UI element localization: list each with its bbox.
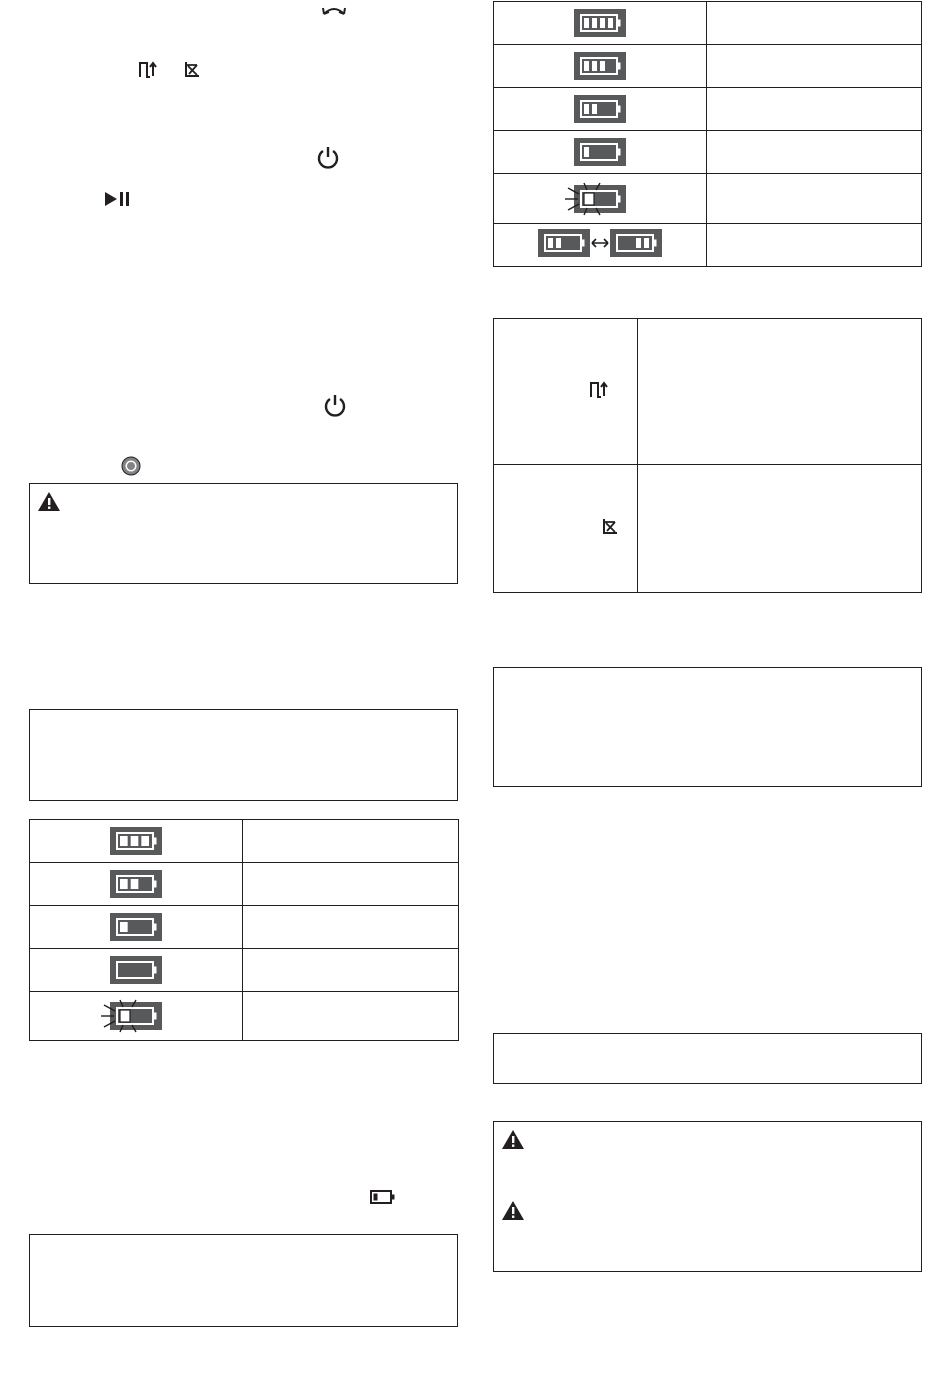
warning-box	[29, 483, 458, 584]
table-cell	[243, 906, 459, 949]
note-box	[493, 667, 922, 787]
table-cell	[707, 174, 922, 224]
power-icon	[323, 394, 347, 418]
tool-usb-icon	[138, 60, 158, 78]
battery-icon-cell	[30, 906, 243, 949]
battery-icon-cell	[30, 992, 243, 1041]
record-button-icon	[121, 456, 141, 476]
table-row	[30, 992, 459, 1041]
battery-1-bar-icon	[574, 138, 626, 166]
table-cell	[707, 224, 922, 267]
power-icon	[316, 146, 340, 170]
battery-level-table	[493, 1, 922, 267]
table-cell	[243, 820, 459, 863]
table-cell	[243, 992, 459, 1041]
warning-box	[493, 1121, 922, 1272]
battery-icon-cell	[494, 131, 707, 174]
table-cell	[638, 319, 922, 465]
table-row	[30, 906, 459, 949]
table-cell	[638, 465, 922, 593]
table-row	[494, 45, 922, 88]
table-row	[30, 949, 459, 992]
battery-flashing-icon	[564, 182, 636, 216]
mode-table	[493, 318, 922, 593]
table-row	[494, 88, 922, 131]
table-row	[494, 174, 922, 224]
table-cell	[707, 2, 922, 45]
note-box	[493, 1033, 922, 1084]
battery-icon-cell	[494, 45, 707, 88]
battery-icon-cell	[30, 949, 243, 992]
battery-2-bars-icon	[538, 229, 590, 257]
battery-2-bars-icon	[574, 95, 626, 123]
battery-icon-cell	[494, 2, 707, 45]
tool-usb-icon	[589, 380, 609, 398]
battery-empty-icon	[110, 956, 162, 984]
table-cell	[243, 949, 459, 992]
battery-icon-cell	[494, 174, 707, 224]
battery-flashing-icon	[100, 999, 172, 1033]
battery-4-bars-icon	[574, 9, 626, 37]
table-cell	[243, 863, 459, 906]
table-row	[494, 319, 922, 465]
swap-icon	[321, 3, 347, 17]
battery-icon-cell	[30, 820, 243, 863]
battery-2-bars-icon	[610, 229, 662, 257]
table-cell	[707, 131, 922, 174]
muted-icon	[183, 60, 201, 78]
battery-3-bars-icon	[574, 52, 626, 80]
warning-triangle-icon	[501, 1129, 525, 1150]
table-row	[494, 465, 922, 593]
note-box	[29, 709, 458, 801]
play-pause-icon	[104, 191, 130, 207]
battery-2-bars-icon	[110, 870, 162, 898]
battery-3-bars-icon	[110, 827, 162, 855]
warning-triangle-icon	[37, 491, 61, 512]
battery-low-icon	[370, 1190, 396, 1204]
table-row	[30, 820, 459, 863]
warning-triangle-icon	[501, 1200, 525, 1221]
table-row	[494, 131, 922, 174]
battery-alternating-icon	[538, 229, 662, 257]
table-row	[30, 863, 459, 906]
battery-icon-cell	[494, 224, 707, 267]
battery-icon-cell	[494, 88, 707, 131]
table-cell	[707, 45, 922, 88]
muted-icon	[601, 517, 619, 535]
table-row	[494, 2, 922, 45]
battery-level-table	[29, 819, 459, 1041]
table-cell	[707, 88, 922, 131]
battery-icon-cell	[30, 863, 243, 906]
double-arrow-icon	[590, 237, 610, 249]
note-box	[29, 1234, 458, 1327]
table-row	[494, 224, 922, 267]
battery-1-bar-icon	[110, 913, 162, 941]
